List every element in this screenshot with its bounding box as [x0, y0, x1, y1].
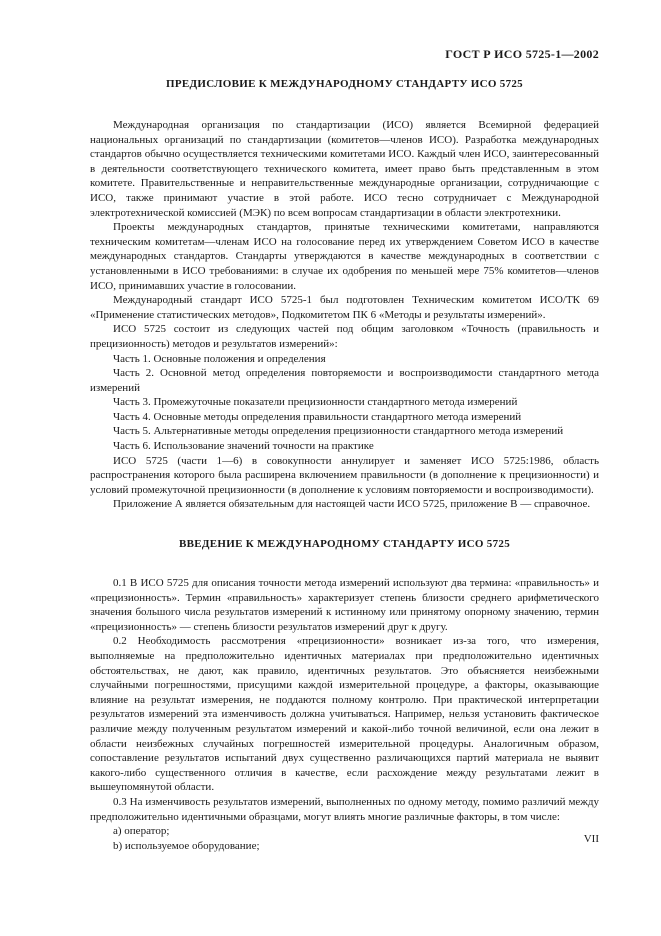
part-2-item: Часть 2. Основной метод определения повторяемости и воспроизводимости стандартного метода измерений — [90, 367, 599, 394]
intro-paragraph-1: 0.1 В ИСО 5725 для описания точности метода измерений используют два термина: «правильность» и «прецизионность». Термин «правильность» характеризует степень близости среднего арифметического значения большого числа результатов измерений к истинному или принятому опорному значению, термин «прецизионность» — степень близости результатов измерений друг к другу. — [90, 577, 599, 633]
introduction-body — [90, 576, 599, 853]
intro-item-b: b) используемое оборудование; — [113, 839, 260, 852]
intro-paragraph-2: 0.2 Необходимость рассмотрения «прецизионности» возникает из-за того, что измерения, выполняемые на предположительно идентичных материалах при предположительно идентичных обстоятельствах, не дают, как правило, идентичных результатов. Это объясняется неизбежными случайными погрешностями, присущими каждой измерительной процедуре, а факторы, оказывающие влияние на результат измерения, не поддаются полному контролю. При практической интерпретации результатов измерений эта изменчивость должна учитываться. Например, нельзя установить фактическое различие между полученным результатом измерений и какой-либо точной величиной, если она лежит в области неизбежных случайных погрешностей измерительной процедуры. Аналогичным образом, сопоставление результатов испытаний двух существенно различающихся партий материала не выявит какого-либо существенного отличия в качестве, если расхождение между результатами лежит в вышеупомянутой области. — [90, 635, 599, 794]
intro-paragraph-3: 0.3 На изменчивость результатов измерений, выполненных по одному методу, помимо различий между предположительно идентичными образцами, могут влиять многие различные факторы, в том числе: — [90, 795, 599, 823]
preface-title: ПРЕДИСЛОВИЕ К МЕЖДУНАРОДНОМУ СТАНДАРТУ ИСО 5725 — [166, 78, 523, 90]
preface-closing-2: Приложение А является обязательным для настоящей части ИСО 5725, приложение В — справочное. — [113, 498, 591, 511]
part-3-item: Часть 3. Промежуточные показатели прецизионности стандартного метода измерений — [113, 396, 518, 409]
preface-paragraph-2: Проекты международных стандартов, принятые техническими комитетами, направляются техническим комитетам—членам ИСО на голосование перед их утверждением Советом ИСО в качестве международных стандартов. Стандарты утверждаются в качестве международных в соответствии с установленными в ИСО требованиями: в случае их одобрения по меньшей мере 75% комитетов—членов ИСО, принимавших участие в голосовании. — [90, 221, 599, 292]
page-number: VII — [583, 833, 599, 845]
preface-closing-1: ИСО 5725 (части 1—6) в совокупности аннулирует и заменяет ИСО 5725:1986, область распространения которого была расширена включением правильности (в дополнение к прецизионности) и условий промежуточной прецизионности (в дополнение к условиям повторяемости и воспроизводимости). — [90, 454, 599, 496]
preface-paragraph-4: ИСО 5725 состоит из следующих частей под общим заголовком «Точность (правильность и прецизионность) методов и результатов измерений»: — [90, 323, 599, 350]
part-5-item: Часть 5. Альтернативные методы определения прецизионности стандартного метода измерений — [113, 425, 564, 438]
preface-paragraph-1: Международная организация по стандартизации (ИСО) является Всемирной федерацией национальных организаций по стандартизации (комитетов—членов ИСО). Разработка международных стандартов обычно осуществляется техническими комитетами ИСО. Каждый член ИСО, заинтересованный в деятельности соответствующего технического комитета, имеет право быть представленным в этом комитете. Правительственные и неправительственные международные организации, сотрудничающие с ИСО, также принимают участие в этой работе. ИСО тесно сотрудничает с Международной электротехнической комиссией (МЭК) по всем вопросам стандартизации в области электротехники. — [90, 119, 599, 219]
standard-code-header: ГОСТ Р ИСО 5725-1—2002 — [445, 47, 599, 61]
intro-item-a: a) оператор; — [113, 825, 170, 838]
preface-body — [90, 118, 599, 512]
part-6-item: Часть 6. Использование значений точности на практике — [113, 440, 374, 453]
part-1-item: Часть 1. Основные положения и определения — [113, 352, 326, 365]
preface-paragraph-3: Международный стандарт ИСО 5725-1 был подготовлен Техническим комитетом ИСО/ТК 69 «Применение статистических методов», Подкомитетом ПК 6 «Методы и результаты измерений». — [90, 294, 599, 321]
part-4-item: Часть 4. Основные методы определения правильности стандартного метода измерений — [113, 410, 522, 423]
introduction-title: ВВЕДЕНИЕ К МЕЖДУНАРОДНОМУ СТАНДАРТУ ИСО 5725 — [178, 538, 511, 550]
